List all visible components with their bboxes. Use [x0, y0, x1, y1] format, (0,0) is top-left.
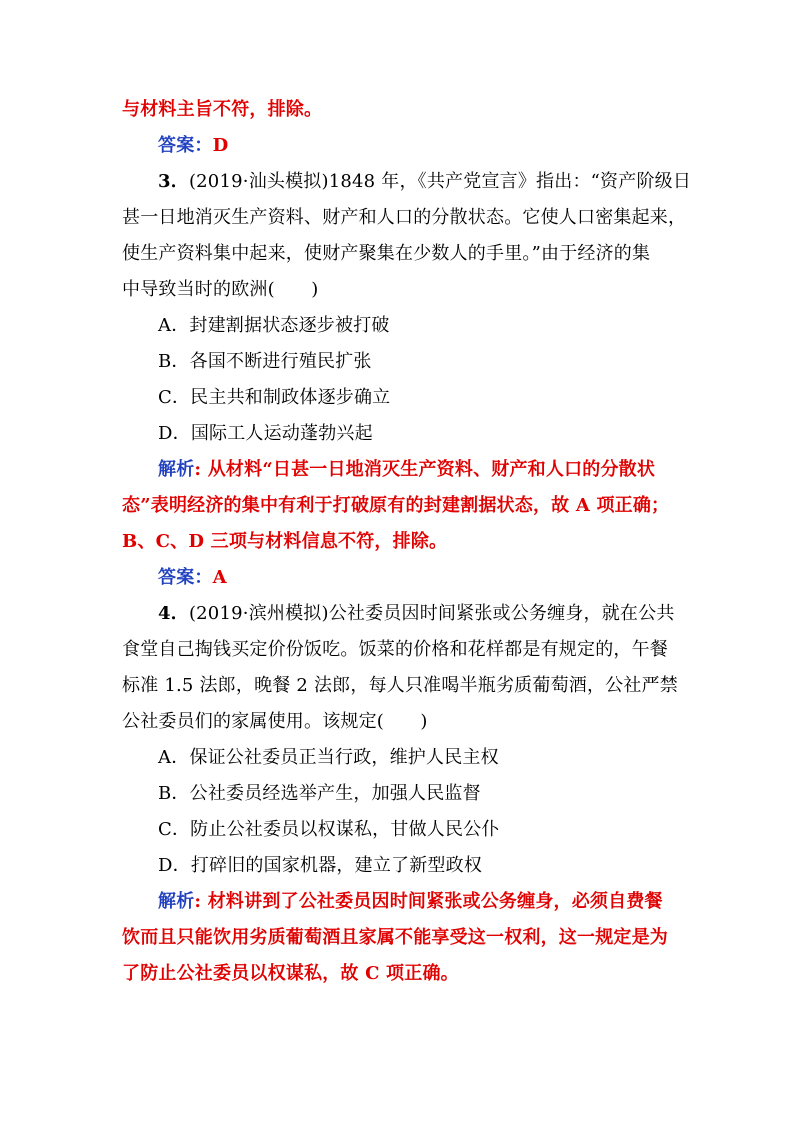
- answer-label: 答案：: [158, 135, 213, 156]
- q4-option-d: D．打碎旧的国家机器，建立了新型政权: [158, 855, 483, 876]
- q4-option-c: C．防止公社委员以权谋私，甘做人民公仆: [158, 819, 500, 840]
- q3-explanation-line-1: [158, 458, 718, 482]
- answer-value: A: [212, 567, 227, 588]
- q4-explanation-line-1: [158, 890, 718, 914]
- q4-explanation-line-3: 了防止公社委员以权谋私，故 C 项正确。: [122, 963, 459, 984]
- q3-number: 3．: [158, 171, 189, 192]
- explanation-text: : 从材料“日甚一日地消灭生产资料、财产和人口的分散状: [194, 459, 656, 480]
- q4-stem-line-1: [158, 602, 718, 626]
- q3-answer: [158, 566, 718, 590]
- q3-stem-line-1: [158, 170, 718, 194]
- q4-option-a: A．保证公社委员正当行政，维护人民主权: [158, 747, 499, 768]
- q4-option-b: B．公社委员经选举产生，加强人民监督: [158, 783, 481, 804]
- explanation-label: 解析: [158, 891, 195, 912]
- q3-explanation-line-2: 态”表明经济的集中有利于打破原有的封建割据状态，故 A 项正确；: [122, 495, 670, 516]
- q3-stem-line-4: 中导致当时的欧洲( ): [122, 279, 319, 300]
- q4-stem-line-2: 食堂自己掏钱买定价份饭吃。饭菜的价格和花样都是有规定的，午餐: [122, 639, 668, 660]
- q4-stem-line-4: 公社委员们的家属使用。该规定( ): [122, 711, 428, 732]
- explanation-label: 解析: [158, 459, 195, 480]
- answer-value: D: [212, 135, 229, 156]
- q3-option-b: B．各国不断进行殖民扩张: [158, 351, 372, 372]
- q4-stem-line-3: 标准 1.5 法郎，晚餐 2 法郎，每人只准喝半瓶劣质葡萄酒，公社严禁: [122, 675, 678, 696]
- answer-label: 答案：: [158, 567, 213, 588]
- q3-option-d: D．国际工人运动蓬勃兴起: [158, 423, 373, 444]
- q3-option-c: C．民主共和制政体逐步确立: [158, 387, 391, 408]
- q4-source: (2019·滨州模拟): [188, 603, 329, 624]
- q3-option-a: A．封建割据状态逐步被打破: [158, 315, 390, 336]
- q4-number: 4．: [158, 603, 189, 624]
- prev-explanation-tail: 与材料主旨不符，排除。: [122, 99, 323, 120]
- q3-source: (2019·汕头模拟): [188, 171, 329, 192]
- q3-explanation-line-3: B、C、D 三项与材料信息不符，排除。: [122, 531, 448, 552]
- q4-text: 公社委员因时间紧张或公务缠身，就在公共: [328, 603, 675, 624]
- q3-stem-line-3: 使生产资料集中起来，使财产聚集在少数人的手里。”由于经济的集: [122, 243, 651, 264]
- q3-text: 1848 年，《共产党宣言》指出：“资产阶级日: [328, 171, 692, 192]
- explanation-text: : 材料讲到了公社委员因时间紧张或公务缠身，必须自费餐: [194, 891, 663, 912]
- prev-answer: [158, 134, 718, 158]
- q4-explanation-line-2: 饮而且只能饮用劣质葡萄酒且家属不能享受这一权利，这一规定是为: [122, 927, 668, 948]
- q3-stem-line-2: 甚一日地消灭生产资料、财产和人口的分散状态。它使人口密集起来，: [122, 207, 687, 228]
